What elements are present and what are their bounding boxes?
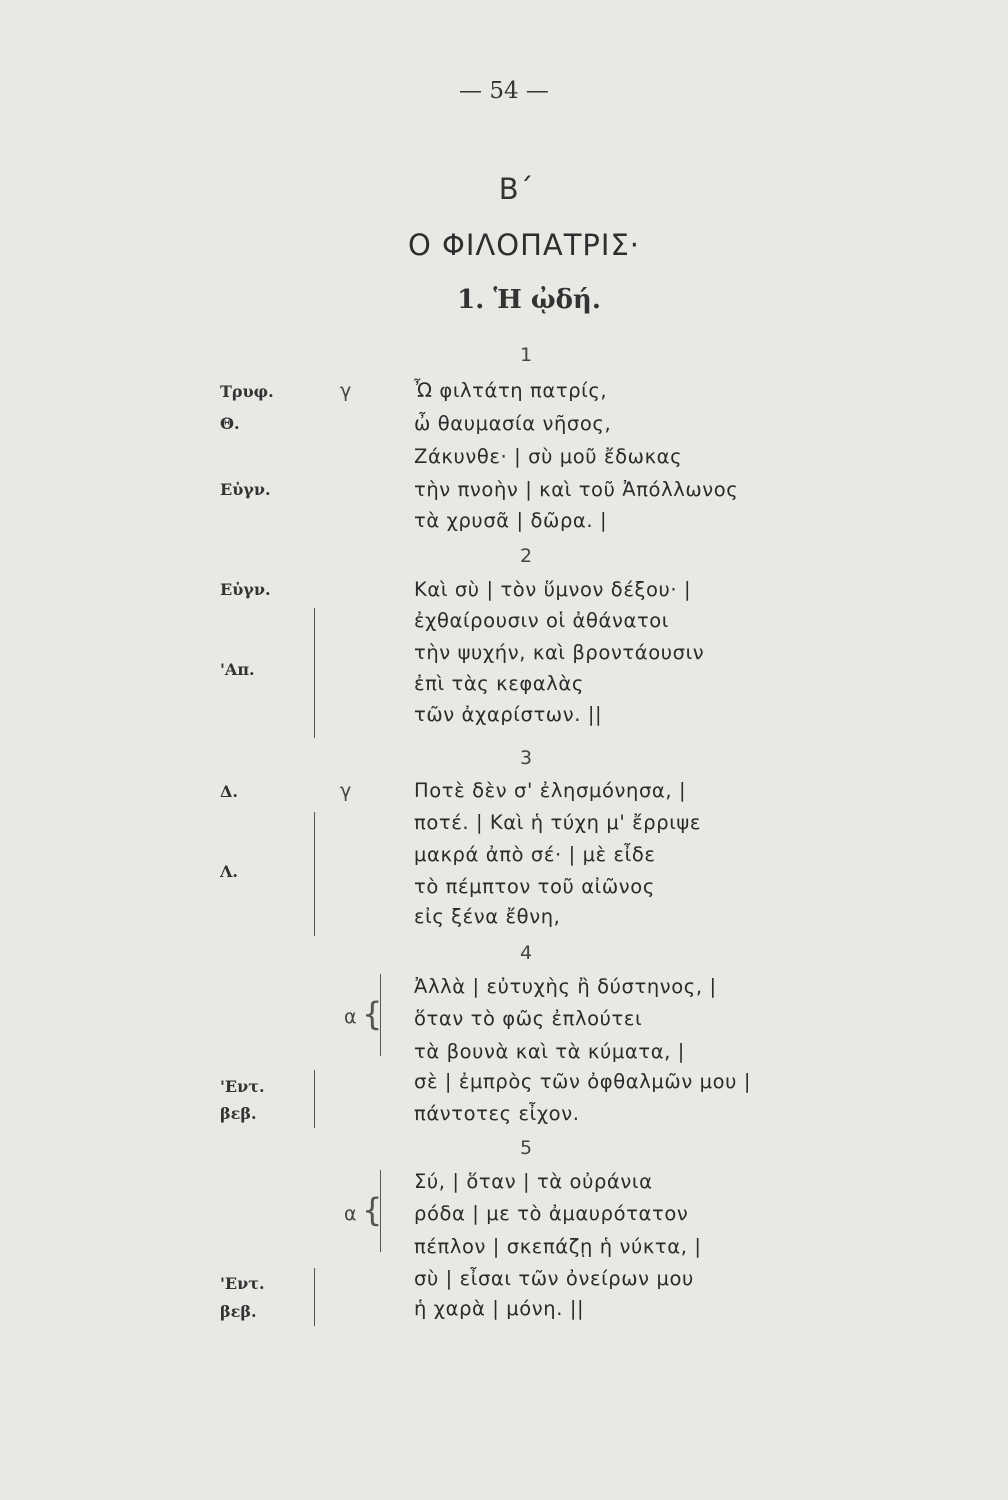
speaker-label: 'Εντ. [220,1077,265,1096]
voice-marker: α [344,1006,357,1028]
stanza-number: 2 [519,545,533,567]
verse-line: ἐχθαίρουσιν οἱ ἀθάνατοι [414,609,670,632]
voice-marker: γ [340,780,352,802]
verse-line: ἐπὶ τὰς κεφαλὰς [414,672,584,695]
stanza-number: 5 [519,1137,533,1159]
verse-line: Ζάκυνθε· | σὺ μοῦ ἔδωκας [414,445,683,468]
verse-line: πέπλον | σκεπάζῃ ἡ νύκτα, | [414,1235,702,1258]
page-title: Ο ΦΙΛΟΠΑΤΡΙΣ· [407,228,641,262]
voice-marker: α [344,1203,357,1225]
verse-line: τὰ βουνὰ καὶ τὰ κύματα, | [414,1040,685,1063]
verse-line: τῶν ἀχαρίστων. || [414,703,603,726]
verse-line: Ἀλλὰ | εὐτυχὴς ἢ δύστηνος, | [414,975,717,998]
verse-line: τὴν ψυχήν, καὶ βροντάουσιν [414,641,705,664]
speaker-label: Θ. [220,414,240,433]
brace-mark: { [362,995,383,1033]
speaker-label: Λ. [220,862,238,881]
verse-line: μακρά ἀπὸ σέ· | μὲ εἶδε [414,843,656,866]
speaker-label: Τρυφ. [220,382,274,401]
bracket-line [314,1070,315,1128]
verse-line: Καὶ σὺ | τὸν ὕμνον δέξου· | [414,578,692,601]
speaker-label: Εὐγν. [220,580,271,599]
stanza-number: 1 [519,344,533,366]
speaker-label: Δ. [220,782,238,801]
stanza-number: 4 [519,942,533,964]
speaker-label: βεβ. [220,1104,257,1123]
bracket-line [314,812,315,936]
verse-line: εἰς ξένα ἔθνη, [414,905,561,928]
verse-line: Ποτὲ δὲν σ' ἐλησμόνησα, | [414,779,687,802]
subtitle: 1. Ἡ ᾠδή. [457,285,601,315]
page-number: — 54 — [459,78,549,104]
bracket-line [314,1268,315,1326]
verse-line: ἡ χαρὰ | μόνη. || [414,1297,585,1320]
stanza-number: 3 [519,747,533,769]
speaker-label: Εὐγν. [220,480,271,499]
verse-line: ὦ θαυμασία νῆσος, [414,412,612,435]
verse-line: σὺ | εἶσαι τῶν ὀνείρων μου [414,1267,694,1290]
section-heading: Β΄ [498,172,534,206]
speaker-label: 'Απ. [220,660,255,679]
verse-line: τὰ χρυσᾶ | δῶρα. | [414,509,608,532]
verse-line: ρόδα | με τὸ ἀμαυρότατον [414,1202,689,1225]
brace-mark: { [362,1191,383,1229]
verse-line: πάντοτες εἶχον. [414,1102,580,1125]
bracket-line [314,608,315,738]
voice-marker: γ [340,380,352,402]
verse-line: σὲ | ἐμπρὸς τῶν ὀφθαλμῶν μου | [414,1070,751,1093]
verse-line: Ὦ φιλτάτη πατρίς, [414,379,608,402]
verse-line: ποτέ. | Καὶ ἡ τύχη μ' ἔρριψε [414,811,702,834]
speaker-label: βεβ. [220,1302,257,1321]
verse-line: τὸ πέμπτον τοῦ αἰῶνος [414,875,655,898]
verse-line: ὅταν τὸ φῶς ἐπλούτει [414,1007,643,1030]
verse-line: Σύ, | ὅταν | τὰ οὐράνια [414,1170,653,1193]
speaker-label: 'Εντ. [220,1274,265,1293]
verse-line: τὴν πνοὴν | καὶ τοῦ Ἀπόλλωνος [414,478,739,501]
